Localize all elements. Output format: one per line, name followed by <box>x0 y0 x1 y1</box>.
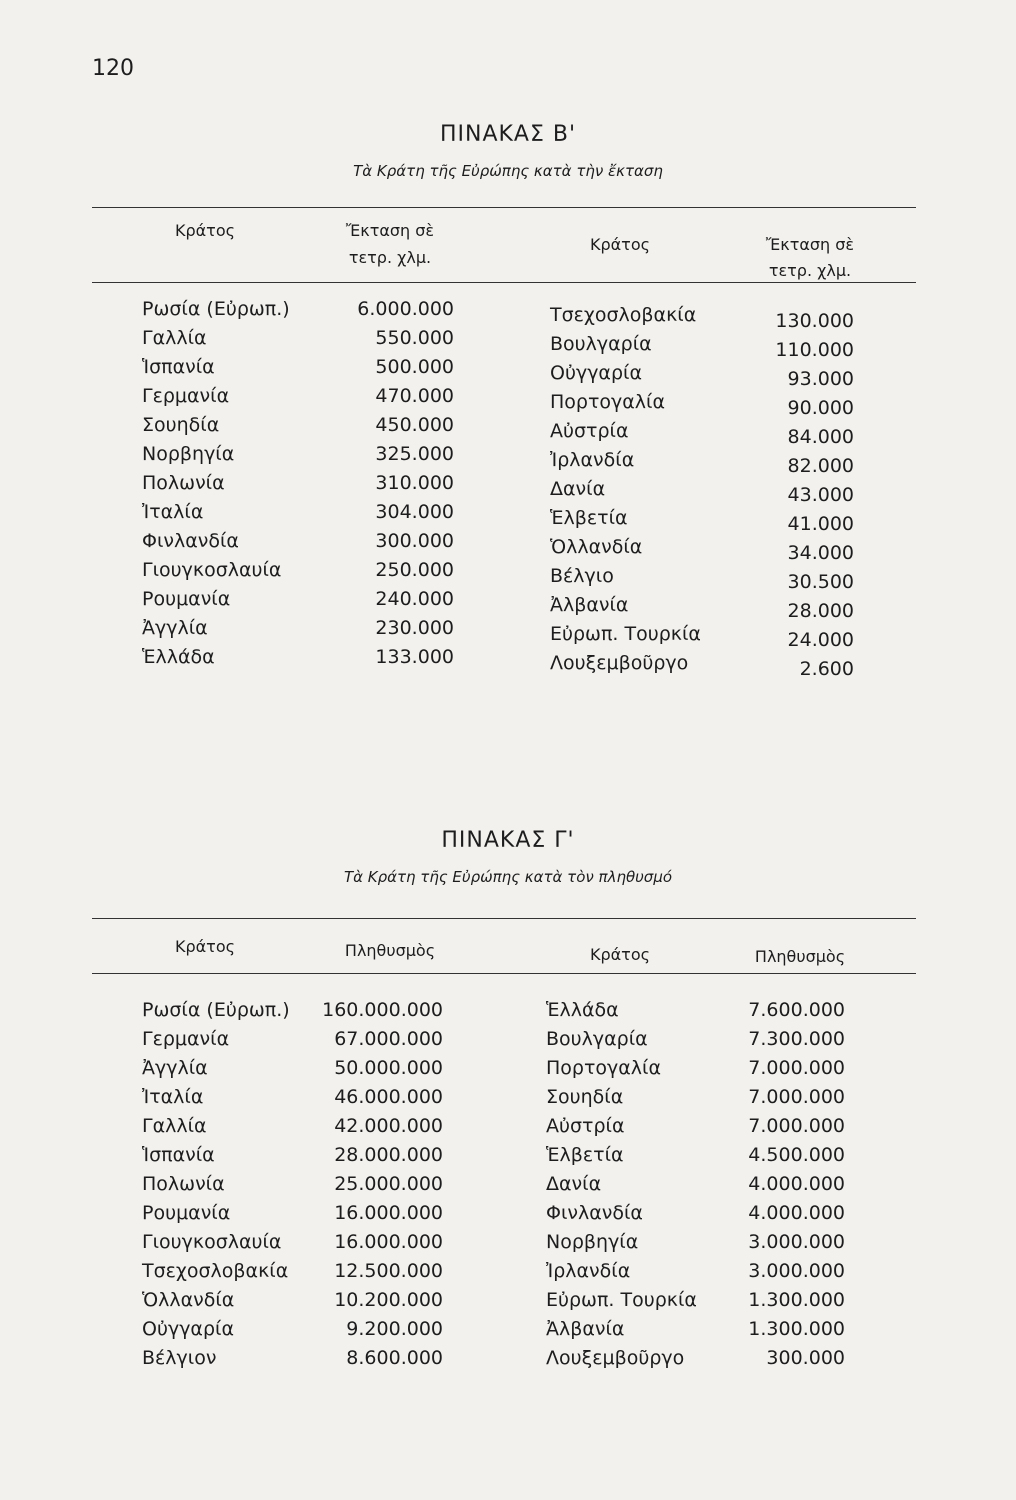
table-cell-value: 30.500 <box>787 571 854 593</box>
table-cell-state: Ἱσπανία <box>142 356 215 378</box>
table-cell-state: Ρωσία (Εὐρωπ.) <box>142 298 290 320</box>
table-cell-state: Τσεχοσλοβακία <box>142 1260 289 1282</box>
table-cell-value: 90.000 <box>787 397 854 419</box>
table-cell-value: 7.000.000 <box>748 1086 845 1108</box>
table-cell-value: 7.000.000 <box>748 1115 845 1137</box>
table-row <box>0 443 1016 477</box>
table-cell-state: Γιουγκοσλαυία <box>142 1231 282 1253</box>
table-b-header-area-right-2: τετρ. χλμ. <box>768 261 852 280</box>
table-b-header-area-right-1: Ἔκταση σὲ <box>765 235 855 254</box>
table-cell-value: 110.000 <box>775 339 854 361</box>
table-c-header-population-left: Πληθυσμὸς <box>344 941 436 960</box>
table-cell-state: Λουξεμβοῦργο <box>546 1347 685 1369</box>
table-cell-value: 34.000 <box>787 542 854 564</box>
table-cell-value: 4.000.000 <box>748 1173 845 1195</box>
table-cell-value: 12.500.000 <box>334 1260 443 1282</box>
table-cell-state: Ἀγγλία <box>142 617 208 639</box>
table-cell-value: 325.000 <box>375 443 454 465</box>
table-cell-state: Τσεχοσλοβακία <box>550 304 697 326</box>
table-cell-state: Δανία <box>546 1173 602 1195</box>
table-cell-state: Φινλανδία <box>546 1202 643 1224</box>
table-cell-value: 550.000 <box>375 327 454 349</box>
table-cell-state: Ἰταλία <box>142 501 204 523</box>
table-cell-value: 28.000 <box>787 600 854 622</box>
table-b-header-area-left-2: τετρ. χλμ. <box>348 248 432 267</box>
table-cell-value: 470.000 <box>375 385 454 407</box>
table-cell-state: Πολωνία <box>142 472 225 494</box>
table-row <box>0 1347 1016 1376</box>
table-cell-state: Πολωνία <box>142 1173 225 1195</box>
table-row <box>0 1144 1016 1173</box>
table-cell-state: Γαλλία <box>142 1115 207 1137</box>
table-cell-state: Πορτογαλία <box>550 391 666 413</box>
table-row <box>0 414 1016 448</box>
table-cell-state: Γερμανία <box>142 1028 230 1050</box>
table-cell-value: 300.000 <box>375 530 454 552</box>
table-c-header-rule <box>92 973 916 974</box>
table-cell-value: 1.300.000 <box>748 1318 845 1340</box>
table-c-header-population-right: Πληθυσμὸς <box>754 947 846 966</box>
table-cell-value: 450.000 <box>375 414 454 436</box>
table-cell-value: 46.000.000 <box>334 1086 443 1108</box>
table-row <box>0 385 1016 419</box>
table-cell-value: 4.500.000 <box>748 1144 845 1166</box>
table-b-header-state-right: Κράτος <box>589 235 650 254</box>
table-cell-value: 133.000 <box>375 646 454 668</box>
table-cell-state: Νορβηγία <box>546 1231 639 1253</box>
table-row <box>0 1231 1016 1260</box>
table-row <box>0 617 1016 651</box>
table-row <box>0 298 1016 332</box>
table-cell-state: Ἀγγλία <box>142 1057 208 1079</box>
table-cell-value: 93.000 <box>787 368 854 390</box>
table-cell-value: 16.000.000 <box>334 1231 443 1253</box>
table-cell-value: 25.000.000 <box>334 1173 443 1195</box>
table-cell-state: Δανία <box>550 478 606 500</box>
table-cell-state: Βέλγιον <box>142 1347 217 1369</box>
table-cell-value: 310.000 <box>375 472 454 494</box>
table-cell-state: Εὐρωπ. Τουρκία <box>550 623 701 645</box>
table-cell-state: Ἰρλανδία <box>550 449 635 471</box>
table-cell-value: 7.600.000 <box>748 999 845 1021</box>
table-cell-state: Ἑλβετία <box>546 1144 624 1166</box>
table-cell-value: 67.000.000 <box>334 1028 443 1050</box>
table-cell-value: 300.000 <box>766 1347 845 1369</box>
table-cell-state: Πορτογαλία <box>546 1057 662 1079</box>
page-number: 120 <box>92 56 134 81</box>
table-cell-value: 84.000 <box>787 426 854 448</box>
table-cell-value: 8.600.000 <box>346 1347 443 1369</box>
table-cell-value: 4.000.000 <box>748 1202 845 1224</box>
table-cell-value: 41.000 <box>787 513 854 535</box>
table-row <box>0 1115 1016 1144</box>
table-cell-state: Λουξεμβοῦργο <box>550 652 689 674</box>
table-cell-value: 16.000.000 <box>334 1202 443 1224</box>
table-c-subtitle: Τὰ Κράτη τῆς Εὐρώπης κατὰ τὸν πληθυσμό <box>343 868 673 886</box>
table-cell-value: 24.000 <box>787 629 854 651</box>
table-cell-state: Ἑλβετία <box>550 507 628 529</box>
table-row <box>0 1173 1016 1202</box>
table-row <box>0 472 1016 506</box>
table-row <box>0 646 1016 680</box>
table-row <box>0 999 1016 1028</box>
table-b-header-rule <box>92 282 916 283</box>
table-row <box>0 1202 1016 1231</box>
table-cell-value: 82.000 <box>787 455 854 477</box>
table-row <box>0 356 1016 390</box>
table-cell-state: Ὁλλανδία <box>142 1289 235 1311</box>
table-cell-state: Οὐγγαρία <box>550 362 642 384</box>
table-cell-state: Σουηδία <box>546 1086 624 1108</box>
table-cell-value: 240.000 <box>375 588 454 610</box>
table-row <box>0 588 1016 622</box>
table-cell-value: 160.000.000 <box>322 999 443 1021</box>
table-cell-value: 130.000 <box>775 310 854 332</box>
table-c-top-rule <box>92 918 916 919</box>
table-cell-value: 2.600 <box>799 658 854 680</box>
table-cell-state: Αὐστρία <box>550 420 629 442</box>
table-cell-state: Βουλγαρία <box>550 333 652 355</box>
table-row <box>0 1086 1016 1115</box>
table-cell-value: 7.300.000 <box>748 1028 845 1050</box>
table-cell-value: 9.200.000 <box>346 1318 443 1340</box>
table-row <box>0 559 1016 593</box>
table-cell-state: Ἱσπανία <box>142 1144 215 1166</box>
table-cell-state: Γαλλία <box>142 327 207 349</box>
table-cell-value: 230.000 <box>375 617 454 639</box>
table-row <box>0 1318 1016 1347</box>
table-b-top-rule <box>92 207 916 208</box>
table-cell-value: 10.200.000 <box>334 1289 443 1311</box>
table-c-header-state-left: Κράτος <box>174 937 235 956</box>
table-cell-value: 1.300.000 <box>748 1289 845 1311</box>
table-cell-state: Ἀλβανία <box>546 1318 625 1340</box>
table-row <box>0 1289 1016 1318</box>
table-row <box>0 501 1016 535</box>
table-cell-state: Ἑλλάδα <box>142 646 215 668</box>
table-cell-state: Ἀλβανία <box>550 594 629 616</box>
table-cell-value: 28.000.000 <box>334 1144 443 1166</box>
table-cell-state: Αὐστρία <box>546 1115 625 1137</box>
table-cell-value: 250.000 <box>375 559 454 581</box>
table-cell-state: Ἰταλία <box>142 1086 204 1108</box>
table-cell-state: Εὐρωπ. Τουρκία <box>546 1289 697 1311</box>
table-cell-state: Ὁλλανδία <box>550 536 643 558</box>
table-cell-value: 7.000.000 <box>748 1057 845 1079</box>
table-b-subtitle: Τὰ Κράτη τῆς Εὐρώπης κατὰ τὴν ἔκταση <box>353 162 663 180</box>
table-cell-value: 3.000.000 <box>748 1231 845 1253</box>
table-row <box>0 1260 1016 1289</box>
table-cell-value: 3.000.000 <box>748 1260 845 1282</box>
table-cell-state: Βέλγιο <box>550 565 614 587</box>
table-cell-state: Σουηδία <box>142 414 220 436</box>
table-cell-state: Γερμανία <box>142 385 230 407</box>
table-cell-state: Ρωσία (Εὐρωπ.) <box>142 999 290 1021</box>
table-b-title: ΠΙΝΑΚΑΣ Β' <box>439 122 577 147</box>
table-c-header-state-right: Κράτος <box>589 945 650 964</box>
table-cell-value: 43.000 <box>787 484 854 506</box>
table-cell-state: Φινλανδία <box>142 530 239 552</box>
table-cell-state: Οὐγγαρία <box>142 1318 234 1340</box>
table-cell-state: Ἑλλάδα <box>546 999 619 1021</box>
table-cell-value: 42.000.000 <box>334 1115 443 1137</box>
table-cell-value: 6.000.000 <box>357 298 454 320</box>
table-b-header-state-left: Κράτος <box>174 221 235 240</box>
table-c-title: ΠΙΝΑΚΑΣ Γ' <box>441 828 575 853</box>
table-b-header-area-left-1: Ἔκταση σὲ <box>345 221 435 240</box>
table-cell-state: Βουλγαρία <box>546 1028 648 1050</box>
table-row <box>0 1057 1016 1086</box>
table-cell-state: Ρουμανία <box>142 1202 231 1224</box>
table-cell-value: 50.000.000 <box>334 1057 443 1079</box>
table-cell-state: Ρουμανία <box>142 588 231 610</box>
table-cell-value: 304.000 <box>375 501 454 523</box>
table-cell-state: Γιουγκοσλαυία <box>142 559 282 581</box>
table-cell-state: Νορβηγία <box>142 443 235 465</box>
table-cell-value: 500.000 <box>375 356 454 378</box>
table-row <box>0 530 1016 564</box>
table-row <box>0 327 1016 361</box>
table-row <box>0 1028 1016 1057</box>
table-cell-state: Ἰρλανδία <box>546 1260 631 1282</box>
